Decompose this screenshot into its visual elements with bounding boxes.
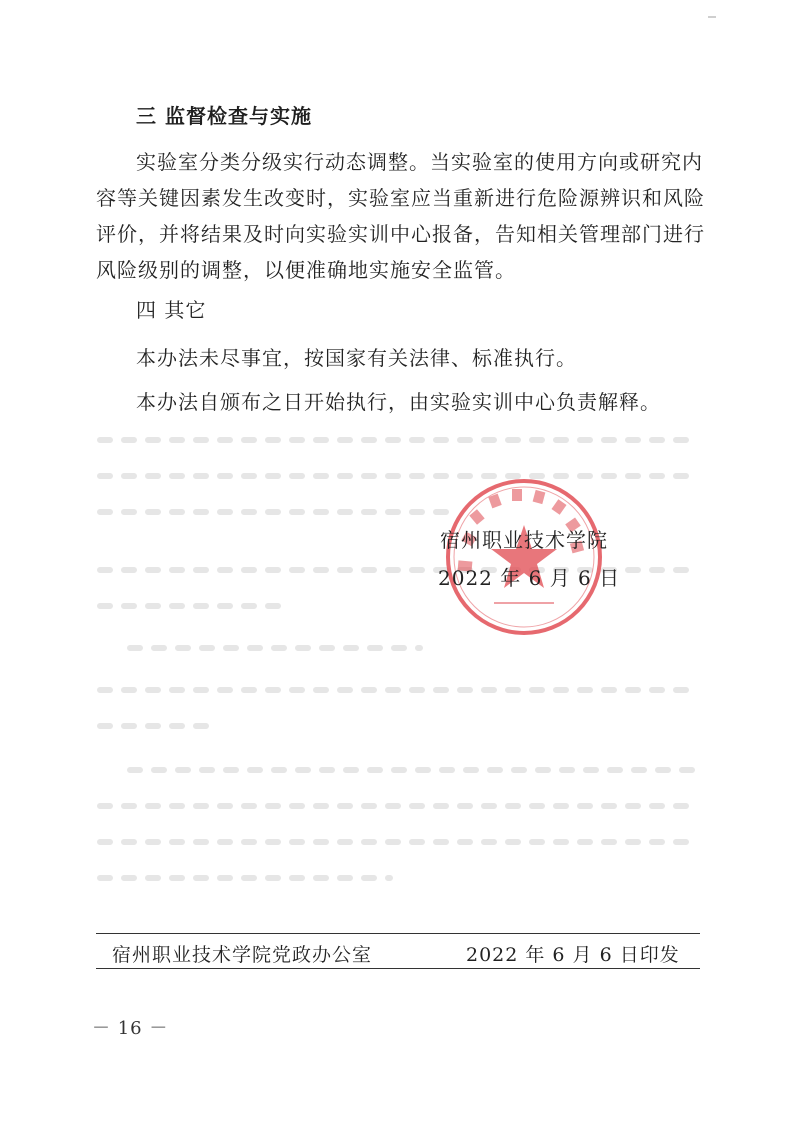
scan-mark	[708, 16, 716, 18]
section-three-paragraph	[96, 144, 706, 288]
footer-issue-date: 2022 年 6 月 6 日印发	[466, 944, 680, 966]
section-four-text-1: 本办法未尽事宜，按国家有关法律、标准执行。	[136, 346, 577, 370]
section-four-text-2: 本办法自颁布之日开始执行，由实验实训中心负责解释。	[136, 390, 661, 414]
footer-bottom-rule	[96, 968, 700, 969]
official-seal	[442, 475, 606, 639]
footer-issuer: 宿州职业技术学院党政办公室	[112, 944, 373, 966]
signature-date: 2022 年 6 月 6 日	[438, 566, 621, 590]
section-three-heading: 三 监督检查与实施	[136, 104, 312, 128]
page-number: － 16 －	[92, 1018, 169, 1039]
section-three-text: 实验室分类分级实行动态调整。当实验室的使用方向或研究内容等关键因素发生改变时，实验室应当重新进行危险源辨识和风险评价，并将结果及时向实验实训中心报备，告知相关管理部门进行风险级别的调整，以便准确地实施安全监管。	[96, 150, 705, 282]
section-four-paragraph-1	[96, 340, 706, 376]
bleed-through-texture	[90, 420, 710, 900]
section-four-heading: 四 其它	[136, 298, 207, 322]
footer-top-rule	[96, 933, 700, 934]
signature-organization: 宿州职业技术学院	[440, 528, 608, 552]
section-four-paragraph-2	[96, 384, 706, 420]
